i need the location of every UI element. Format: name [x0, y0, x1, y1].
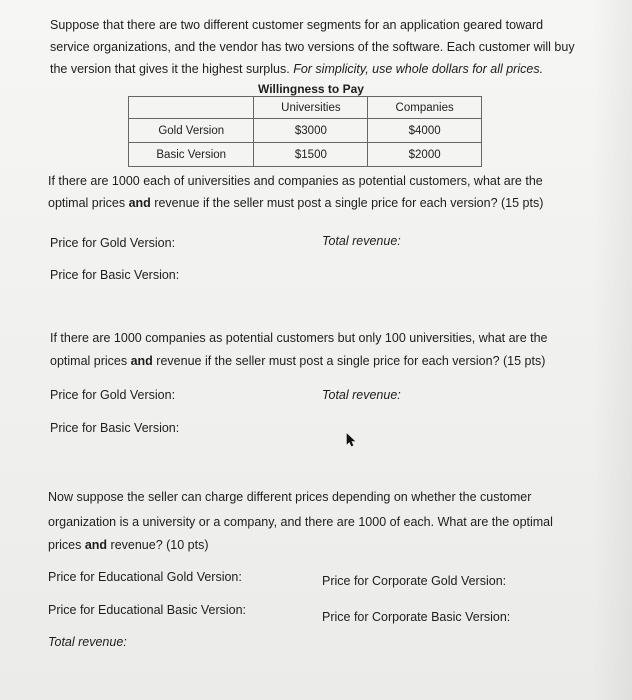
table-header-empty	[129, 97, 254, 119]
q2-basic-label: Price for Basic Version:	[50, 421, 180, 435]
intro-line-3	[50, 62, 543, 77]
q1-line-2	[48, 196, 543, 211]
q3-line-2: organization is a university or a company, and there are 1000 of each. What are the optimal	[48, 515, 553, 529]
intro-line-2: service organizations, and the vendor has two versions of the software. Each customer will buy	[50, 40, 575, 54]
table-row-label: Basic Version	[129, 143, 254, 167]
q3-line-3b: and	[84, 538, 108, 552]
q3-edu-gold-label: Price for Educational Gold Version:	[48, 570, 242, 584]
table-row	[129, 119, 482, 143]
willingness-table	[128, 96, 482, 167]
table-row-label: Gold Version	[129, 119, 254, 143]
mouse-cursor-icon	[346, 433, 356, 447]
q2-gold-label: Price for Gold Version:	[50, 388, 176, 402]
table-header-companies: Companies	[368, 97, 482, 119]
q2-line-2b: and	[130, 354, 153, 368]
q3-corp-basic-label: Price for Corporate Basic Version:	[322, 610, 511, 624]
table-cell-companies: $2000	[368, 143, 482, 167]
q3-edu-basic-label: Price for Educational Basic Version:	[48, 603, 247, 617]
q3-line-3a: prices	[48, 538, 85, 552]
q3-line-3c: revenue? (10 pts)	[107, 538, 209, 552]
table-cell-universities: $1500	[254, 143, 368, 167]
q1-revenue-label: Total revenue:	[322, 234, 401, 248]
table-caption: Willingness to Pay	[258, 82, 364, 96]
table-cell-companies: $4000	[368, 119, 482, 143]
table-cell-universities: $3000	[254, 119, 368, 143]
q1-line-2c: revenue if the seller must post a single price for each version? (15 pts)	[150, 196, 544, 210]
q2-line-2a: optimal prices	[50, 354, 131, 368]
table-header-universities: Universities	[254, 97, 368, 119]
q2-line-2	[50, 354, 545, 369]
q2-revenue-label: Total revenue:	[322, 388, 401, 402]
intro-line-3-italic: For simplicity, use whole dollars for all prices.	[293, 62, 544, 76]
q1-line-1: If there are 1000 each of universities and companies as potential customers, what are the	[48, 174, 543, 188]
table-row	[129, 143, 482, 167]
q1-line-2a: optimal prices	[48, 196, 129, 210]
page-shadow	[592, 0, 632, 700]
q3-line-3	[48, 538, 209, 553]
intro-line-3-plain: the version that gives it the highest surplus.	[50, 62, 294, 76]
q1-line-2b: and	[128, 196, 151, 210]
q1-basic-label: Price for Basic Version:	[50, 268, 180, 282]
q3-revenue-label: Total revenue:	[48, 635, 127, 649]
table-header-row	[129, 97, 482, 119]
q2-line-1: If there are 1000 companies as potential customers but only 100 universities, what are the	[50, 331, 548, 345]
intro-line-1: Suppose that there are two different customer segments for an application geared toward	[50, 18, 544, 32]
q3-corp-gold-label: Price for Corporate Gold Version:	[322, 574, 507, 588]
q1-gold-label: Price for Gold Version:	[50, 236, 176, 250]
q2-line-2c: revenue if the seller must post a single price for each version? (15 pts)	[152, 354, 546, 368]
q3-line-1: Now suppose the seller can charge different prices depending on whether the customer	[48, 490, 532, 504]
